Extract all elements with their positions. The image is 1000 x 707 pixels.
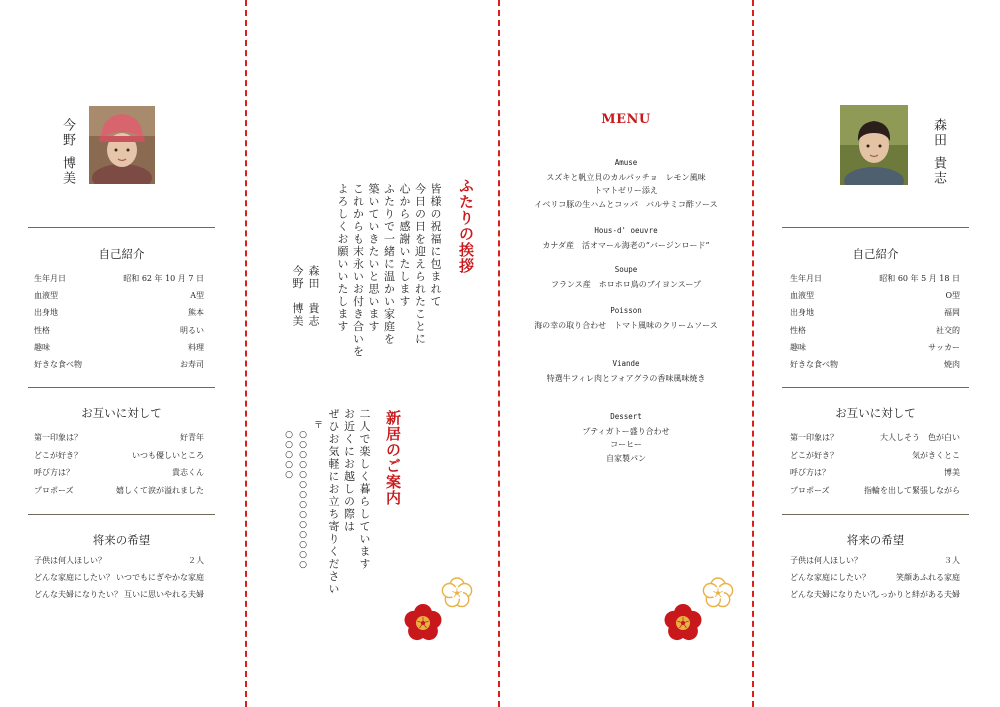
groom-name (927, 118, 959, 188)
profile-row-value: 嬉しくて涙が溢れました (116, 485, 204, 495)
groom-mutual-title: お互いに対して (835, 406, 916, 420)
menu-dish: フランス産 ホロホロ鳥のブイヨンスープ (551, 279, 701, 289)
profile-row-label: 血液型 (34, 291, 58, 301)
menu-dish: プティガトー盛り合わせ (582, 426, 670, 436)
profile-row-label: どんな夫婦になりたい？ (790, 589, 878, 599)
profile-row-label: 趣味 (790, 342, 806, 352)
bride-rule-2 (28, 387, 215, 388)
profile-row-label: どんな夫婦になりたい？ (34, 589, 122, 599)
greeting-line: 皆様の祝福に包まれて (429, 183, 442, 308)
profile-row-value: いつも優しいところ (132, 450, 204, 460)
profile-row-label: どんな家庭にしたい？ (34, 572, 114, 582)
profile-row-value: 福岡 (944, 308, 960, 318)
groom-surname: 森田 (931, 118, 946, 148)
greeting-line: 心から感謝いたします (398, 183, 411, 308)
new-home-line: お近くにお越しの際は (342, 408, 356, 533)
profile-row-label: どんな家庭にしたい？ (790, 572, 870, 582)
profile-row-label: 好きな食べ物 (34, 360, 82, 369)
profile-row-label: 血液型 (790, 291, 814, 301)
greeting-line: 今日の日を迎えられたことに (413, 183, 427, 346)
groom-profile-panel (753, 0, 1000, 707)
groom-photo (840, 105, 908, 185)
groom-given-name: 貴志 (931, 156, 946, 186)
profile-row-value: 熊本 (188, 308, 204, 318)
groom-rule-1 (782, 227, 969, 228)
greeting-title: ふたりの挨拶 (457, 178, 475, 274)
greeting-line: 築いていきたいと思います (367, 183, 380, 333)
profile-row-value: ３人 (944, 556, 960, 565)
profile-row-label: 第一印象は？ (790, 433, 838, 442)
bride-self-intro-title: 自己紹介 (98, 247, 145, 261)
groom-future-title: 将来の希望 (846, 533, 905, 547)
plum-blossom-red-icon (402, 602, 444, 644)
groom-rule-2 (782, 387, 969, 388)
profile-row-value: A型 (190, 291, 204, 301)
profile-row-label: プロポーズ (790, 485, 830, 495)
profile-row-value: 昭和 60 年 5 月 18 日 (879, 274, 960, 283)
profile-row-value: 博美 (944, 468, 960, 477)
profile-row-value: 大人しそう 色が白い (880, 433, 960, 442)
plum-blossom-gold-icon (701, 576, 735, 610)
groom-rule-3 (782, 514, 969, 515)
profile-row-value: O型 (945, 291, 960, 301)
menu-course-name: Viande (612, 359, 640, 368)
postal-mark: 〒 (312, 420, 322, 431)
menu-dish: イベリコ豚の生ハムとコッパ バルサミコ酢ソース (534, 199, 718, 209)
profile-row-value: お寿司 (180, 360, 204, 369)
greeting-line: これからも末永いお付き合いを (351, 183, 365, 358)
profile-row-value: 焼肉 (944, 360, 960, 369)
groom-self-intro-title: 自己紹介 (852, 247, 899, 261)
address-line-1: ○○○○○○○○○○○○○○ (298, 430, 308, 570)
profile-row-label: 子供は何人ほしい？ (790, 556, 862, 565)
menu-dish: 自家製パン (606, 453, 646, 463)
profile-row-label: 生年月日 (790, 274, 822, 283)
profile-row-value: 好青年 (180, 433, 204, 442)
menu-course-name: Soupe (614, 265, 638, 274)
bride-future-title: 将来の希望 (92, 533, 151, 547)
profile-row-value: 指輪を出して緊張しながら (864, 485, 960, 495)
profile-row-label: 性格 (34, 325, 50, 335)
profile-row-label: 出身地 (790, 308, 814, 318)
profile-row-label: 生年月日 (34, 274, 66, 283)
bride-rule-3 (28, 514, 215, 515)
greeting-line: よろしくお願いいたします (336, 183, 349, 333)
menu-dish: カナダ産 活オマール海老の“バージンロード” (542, 240, 710, 250)
signature-bride: 今野 博美 (291, 265, 304, 328)
profile-row-value: サッカー (928, 342, 960, 352)
menu-course-name: Hous-d' oeuvre (594, 226, 658, 235)
profile-row-label: 呼び方は？ (790, 468, 830, 477)
profile-row-label: どこが好き？ (790, 450, 838, 460)
bride-profile-panel (0, 0, 246, 707)
profile-row-label: 第一印象は？ (34, 433, 82, 442)
plum-blossom-red-icon (662, 602, 704, 644)
greeting-panel (246, 0, 499, 707)
menu-course-name: Amuse (614, 158, 638, 167)
profile-row-value: しっかりと絆がある夫婦 (872, 589, 960, 599)
profile-row-label: 呼び方は？ (34, 468, 74, 477)
bride-name (56, 118, 88, 188)
profile-row-label: プロポーズ (34, 485, 74, 495)
profile-row-label: どこが好き？ (34, 450, 82, 460)
profile-row-label: 好きな食べ物 (790, 360, 838, 369)
menu-dish: コーヒー (610, 440, 642, 449)
new-home-line: ぜひお気軽にお立ち寄りください (327, 408, 340, 596)
address-line-2: ○○○○○ (284, 430, 294, 480)
profile-row-value: 笑顔あふれる家庭 (896, 572, 960, 582)
bride-mutual-title: お互いに対して (81, 406, 162, 420)
menu-dish: スズキと帆立貝のカルパッチョ レモン風味 (546, 172, 706, 182)
menu-panel (499, 0, 753, 707)
menu-dish: 特選牛フィレ肉とフォアグラの香味風味焼き (546, 373, 706, 383)
menu-dish: 海の幸の取り合わせ トマト風味のクリームソース (534, 320, 718, 330)
signature-groom: 森田 貴志 (307, 265, 320, 328)
menu-dish: トマトゼリー添え (594, 186, 658, 195)
bride-surname: 今野 (60, 118, 75, 148)
profile-row-label: 子供は何人ほしい？ (34, 556, 106, 565)
menu-course-name: Poisson (610, 306, 642, 315)
profile-row-label: 出身地 (34, 308, 58, 318)
bride-given-name: 博美 (60, 156, 75, 186)
profile-row-value: 貴志くん (172, 468, 204, 477)
bride-rule-1 (28, 227, 215, 228)
new-home-title: 新居のご案内 (384, 410, 402, 506)
profile-row-value: いつでもにぎやかな家庭 (116, 572, 204, 582)
menu-title: MENU (601, 112, 651, 127)
profile-row-label: 趣味 (34, 342, 50, 352)
profile-row-value: 社交的 (936, 325, 960, 335)
new-home-line: 二人で楽しく暮らしています (358, 408, 371, 571)
greeting-line: ふたりで一緒に温かい家庭を (382, 183, 396, 346)
menu-course-name: Dessert (610, 412, 642, 421)
bride-photo (89, 106, 155, 184)
profile-row-value: 明るい (180, 325, 204, 335)
profile-row-value: ２人 (188, 556, 204, 565)
plum-blossom-gold-icon (440, 576, 474, 610)
profile-row-label: 性格 (790, 325, 806, 335)
profile-row-value: 料理 (188, 342, 204, 352)
profile-row-value: 昭和 62 年 10 月 7 日 (123, 274, 204, 283)
profile-row-value: 気がきくとこ (912, 450, 960, 460)
profile-row-value: 互いに思いやれる夫婦 (124, 589, 204, 599)
